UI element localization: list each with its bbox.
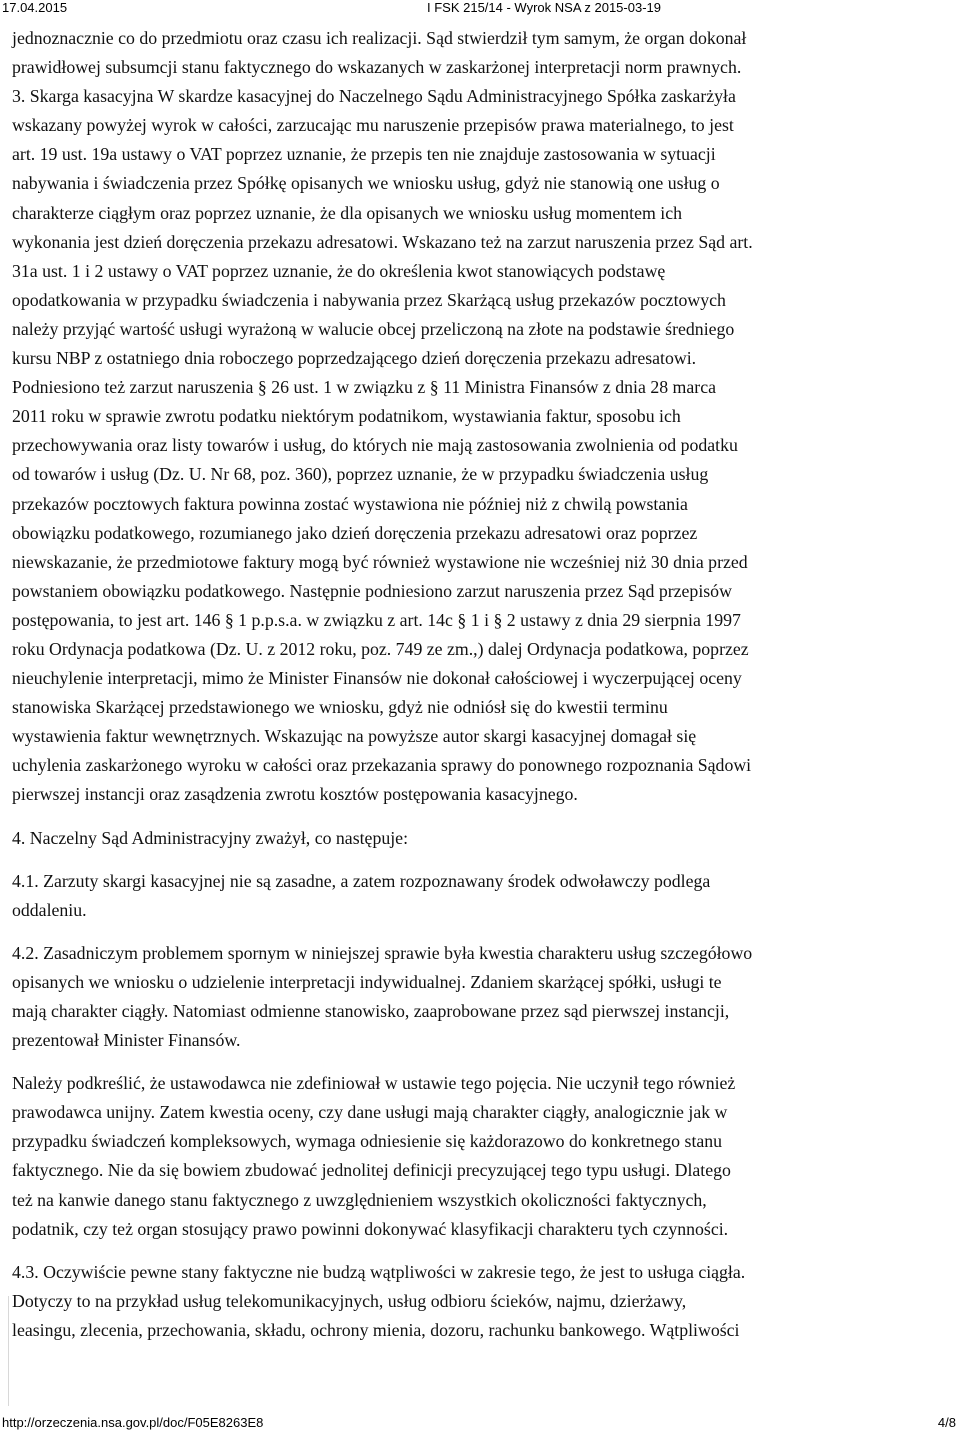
print-date: 17.04.2015 [2, 0, 68, 15]
paragraph-definition: Należy podkreślić, że ustawodawca nie zdefiniował w ustawie tego pojęcia. Nie uczynił tego również prawodawca unijny. Zatem kwestia oceny, czy dane usługi mają charakter ciągły, analogicznie jak w przypadku świadczeń kompleksowych, wymaga odniesienie się każdorazowo do konkretnego stanu faktycznego. Nie da się bowiem zbudować jednolitej definicji precyzującej tego typu usługi. Dlatego też na kanwie danego stanu faktycznego z uwzględnieniem wszystkich okoliczności faktycznych, podatnik, czy też organ stosujący prawo powinni dokonywać klasyfikacji charakteru tych czynności. [12, 1073, 736, 1239]
paragraph-4-3: 4.3. Oczywiście pewne stany faktyczne nie budzą wątpliwości w zakresie tego, że jest to usługa ciągła. Dotyczy to na przykład usług telekomunikacyjnych, usług odbioru ścieków, najmu, dzierżawy, leasingu, zlecenia, przechowania, składu, ochrony mienia, dozoru, rachunku bankowego. Wątpliwości [12, 1261, 746, 1340]
print-header [2, 0, 956, 15]
document-title: I FSK 215/14 - Wyrok NSA z 2015-03-19 [427, 0, 661, 15]
page-number: 4/8 [937, 1415, 956, 1430]
source-url-link[interactable]: http://orzeczenia.nsa.gov.pl/doc/F05E8263E8 [2, 1415, 264, 1430]
paragraph-4-1: 4.1. Zarzuty skargi kasacyjnej nie są zasadne, a zatem rozpoznawany środek odwoławczy podlega oddaleniu. [12, 870, 711, 920]
margin-line [8, 1296, 9, 1406]
paragraph-4-2: 4.2. Zasadniczym problemem spornym w niniejszej sprawie była kwestia charakteru usług szczegółowo opisanych we wniosku o udzielenie interpretacji indywidualnej. Zdaniem skarżącej spółki, usługi te mają charakter ciągły. Natomiast odmienne stanowisko, zaaprobowane przez sąd pierwszej instancji, prezentował Minister Finansów. [12, 942, 753, 1051]
paragraph-cassation-complaint: jednoznacznie co do przedmiotu oraz czasu ich realizacji. Sąd stwierdził tym samym, że organ dokonał prawidłowej subsumcji stanu faktycznego do wskazanych w zaskarżonej interpretacji norm prawnych. 3. Skarga kasacyjna W skardze kasacyjnej do Naczelnego Sądu Administracyjnego Spółka zaskarżyła wskazany powyżej wyrok w całości, zarzucając mu naruszenie przepisów prawa materialnego, to jest art. 19 ust. 19a ustawy o VAT poprzez uznanie, że przepis ten nie znajduje zastosowania w sytuacji nabywania i świadczenia przez Spółkę opisanych we wniosku usług, gdyż nie stanowią one usług o charakterze ciągłym oraz poprzez uznanie, że dla opisanych we wniosku usług momentem ich wykonania jest dzień doręczenia przekazu adresatowi. Wskazano też na zarzut naruszenia przez Sąd art. 31a ust. 1 i 2 ustawy o VAT poprzez uznanie, że do określenia kwot stanowiących podstawę opodatkowania w przypadku świadczenia i nabywania przez Skarżącą usług przekazów pocztowych należy przyjąć wartość usługi wyrażoną w walucie obcej przeliczoną na złote na podstawie średniego kursu NBP z ostatniego dnia roboczego poprzedzającego dzień doręczenia przekazu adresatowi. Podniesiono też zarzut naruszenia § 26 ust. 1 w związku z § 11 Ministra Finansów z dnia 28 marca 2011 roku w sprawie zwrotu podatku niektórym podatnikom, wystawiania faktur, sposobu ich przechowywania oraz listy towarów i usług, do których nie mają zastosowania zwolnienia od podatku od towarów i usług (Dz. U. Nr 68, poz. 360), poprzez uznanie, że w przypadku świadczenia usług przekazów pocztowych faktura powinna zostać wystawiona nie później niż z chwilą powstania obowiązku podatkowego, rozumianego jako dzień doręczenia przekazu adresatowi oraz poprzez niewskazanie, że przedmiotowe faktury mogą być również wystawione nie wcześniej niż 30 dnia przed powstaniem obowiązku podatkowego. Następnie podniesiono zarzut naruszenia przez Sąd przepisów postępowania, to jest art. 146 § 1 p.p.s.a. w związku z art. 14c § 1 i § 2 ustawy z dnia 29 sierpnia 1997 roku Ordynacja podatkowa (Dz. U. z 2012 roku, poz. 749 ze zm.,) dalej Ordynacja podatkowa, poprzez nieuchylenie interpretacji, mimo że Minister Finansów nie dokonał całościowej i wyczerpującej oceny stanowiska Skarżącej przedstawionego we wniosku, gdyż nie odniósł się do kwestii terminu wystawienia faktur wewnętrznych. Wskazując na powyższe autor skargi kasacyjnej domagał się uchylenia zaskarżonego wyroku w całości oraz przekazania sprawy do ponownego rozpoznania Sądowi pierwszej instancji oraz zasądzenia zwrotu kosztów postępowania kasacyjnego. [12, 28, 753, 805]
judgment-text [12, 24, 957, 1345]
print-footer [2, 1415, 956, 1430]
paragraph-court-considered: 4. Naczelny Sąd Administracyjny zważył, co następuje: [12, 827, 409, 848]
